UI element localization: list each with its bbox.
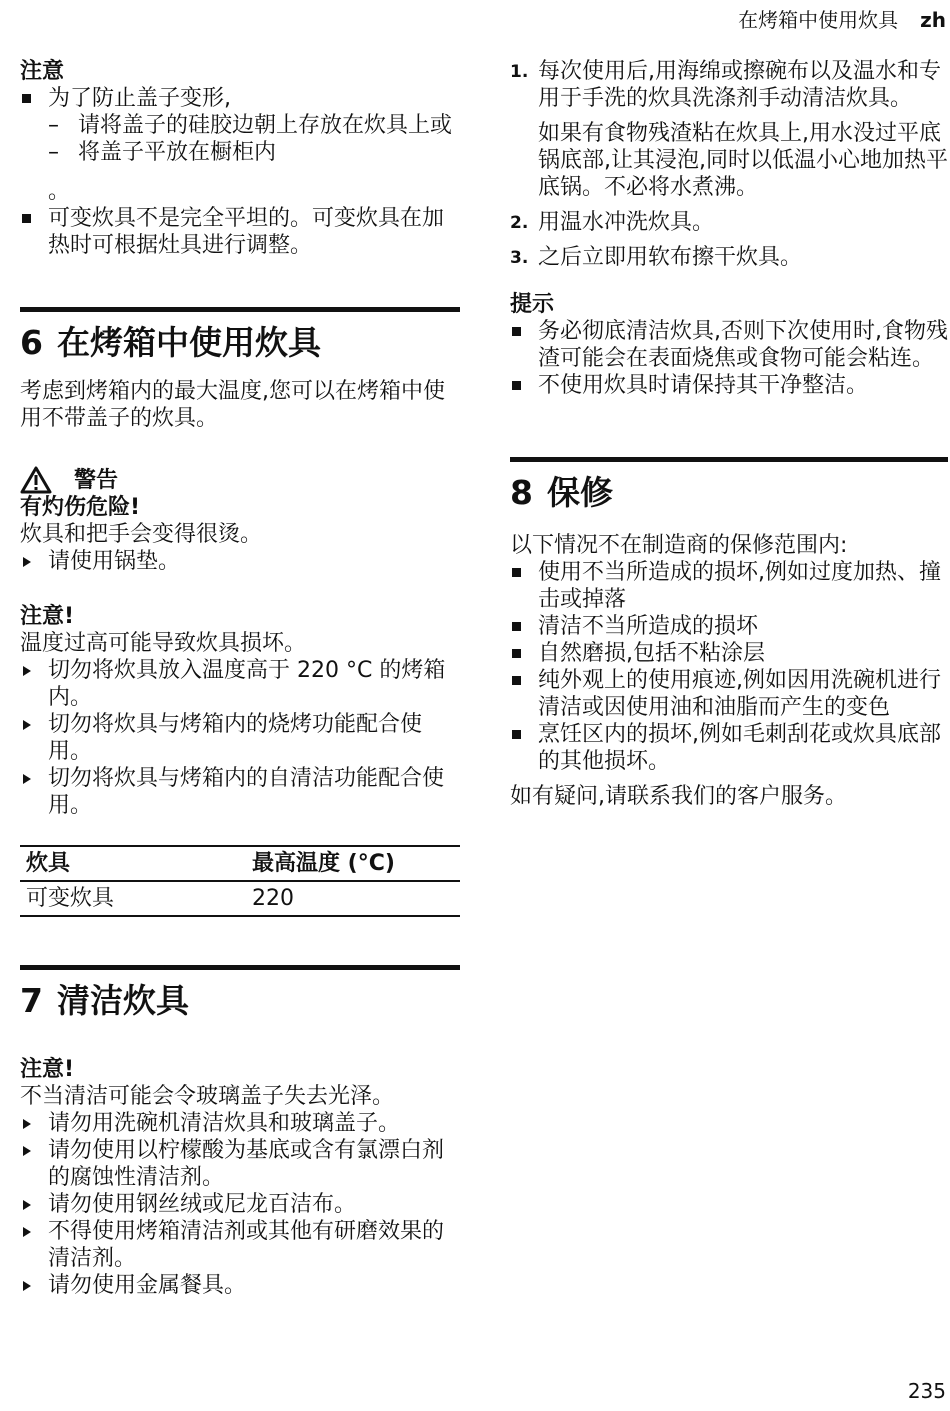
tip-block xyxy=(510,291,948,399)
note-list-2 xyxy=(20,205,460,259)
language-code: zh xyxy=(920,8,946,32)
page-number: 235 xyxy=(907,1379,946,1403)
section-title: 在烤箱中使用炊具 xyxy=(56,323,321,362)
tip-label: 提示 xyxy=(510,292,555,317)
section-heading xyxy=(20,322,460,364)
warning-label: 警告 xyxy=(74,467,119,493)
table-header-row xyxy=(20,846,460,881)
stray-punctuation: 。 xyxy=(48,179,71,204)
list-item: 自然磨损,包括不粘涂层 xyxy=(510,640,948,667)
temperature-table xyxy=(20,845,460,917)
list-item: 切勿将炊具与烤箱内的烧烤功能配合使用。 xyxy=(20,711,460,765)
warning-steps xyxy=(20,548,460,575)
list-item: 清洁不当所造成的损坏 xyxy=(510,613,948,640)
caution-block xyxy=(20,1056,460,1299)
note-sub-list xyxy=(48,112,460,166)
list-item: 使用不当所造成的损坏,例如过度加热、撞击或掉落 xyxy=(510,559,948,613)
section-rule xyxy=(510,457,948,462)
table-row xyxy=(20,881,460,916)
list-item: 切勿将炊具与烤箱内的自清洁功能配合使用。 xyxy=(20,765,460,819)
table-cell: 220 xyxy=(252,886,294,911)
intro-note xyxy=(20,58,460,259)
caution-steps xyxy=(20,1110,460,1299)
list-item: 请使用锅垫。 xyxy=(20,548,460,575)
list-item: 请勿使用以柠檬酸为基底或含有氯漂白剂的腐蚀性清洁剂。 xyxy=(20,1137,460,1191)
caution-label: 注意! xyxy=(20,1057,75,1082)
step-item xyxy=(510,209,948,236)
step-number: 3. xyxy=(510,248,529,268)
warning-icon xyxy=(20,466,52,494)
section-rule xyxy=(20,965,460,970)
warning-heading xyxy=(20,466,460,494)
section-intro: 以下情况不在制造商的保修范围内: xyxy=(510,533,848,558)
list-item: 切勿将炊具放入温度高于 220 °C 的烤箱内。 xyxy=(20,657,460,711)
list-item: 可变炊具不是完全平坦的。可变炊具在加热时可根据灶具进行调整。 xyxy=(20,205,460,259)
right-column xyxy=(510,58,948,810)
page-header xyxy=(738,8,946,32)
caution-block xyxy=(20,603,460,819)
section-title: 清洁炊具 xyxy=(56,981,189,1020)
step-extra: 如果有食物残渣粘在炊具上,用水没过平底锅底部,让其浸泡,同时以低温小心地加热平底锅。不必将水煮沸。 xyxy=(538,121,948,200)
list-item: 务必彻底清洁炊具,否则下次使用时,食物残渣可能会在表面烧焦或食物可能会粘连。 xyxy=(510,318,948,372)
section-heading xyxy=(20,980,460,1022)
table-cell: 可变炊具 xyxy=(26,886,115,911)
table-header-cell: 最高温度 (°C) xyxy=(246,846,460,881)
list-item: 烹饪区内的损坏,例如毛刺刮花或炊具底部的其他损坏。 xyxy=(510,721,948,775)
list-item: 不得使用烤箱清洁剂或其他有研磨效果的清洁剂。 xyxy=(20,1218,460,1272)
step-text: 每次使用后,用海绵或擦碗布以及温水和专用于手洗的炊具洗涤剂手动清洁炊具。 xyxy=(538,59,941,111)
warning-block xyxy=(20,466,460,575)
step-item xyxy=(510,244,948,271)
section-number: 7 xyxy=(20,981,43,1020)
list-item: 纯外观上的使用痕迹,例如因用洗碗机进行清洁或因使用油和油脂而产生的变色 xyxy=(510,667,948,721)
list-item: – 将盖子平放在橱柜内 xyxy=(48,139,460,166)
tip-list xyxy=(510,318,948,399)
step-text: 之后立即用软布擦干炊具。 xyxy=(538,245,803,270)
list-item: 请勿使用钢丝绒或尼龙百洁布。 xyxy=(20,1191,460,1218)
step-number: 2. xyxy=(510,213,529,233)
cleaning-steps xyxy=(510,58,948,271)
warranty-exclusions xyxy=(510,559,948,775)
section-number: 6 xyxy=(20,323,43,362)
list-item: – 请将盖子的硅胶边朝上存放在炊具上或 xyxy=(48,112,460,139)
caution-label: 注意! xyxy=(20,604,75,629)
caution-text: 温度过高可能导致炊具损坏。 xyxy=(20,631,307,656)
section-8 xyxy=(510,457,948,810)
list-item xyxy=(20,85,460,112)
list-item: 请勿使用金属餐具。 xyxy=(20,1272,460,1299)
list-item: 请勿用洗碗机清洁炊具和玻璃盖子。 xyxy=(20,1110,460,1137)
caution-steps xyxy=(20,657,460,819)
step-text: 用温水冲洗炊具。 xyxy=(538,210,715,235)
section-7 xyxy=(20,965,460,1299)
list-item: 不使用炊具时请保持其干净整洁。 xyxy=(510,372,948,399)
warning-text: 炊具和把手会变得很烫。 xyxy=(20,522,263,547)
section-heading xyxy=(510,472,948,514)
step-item xyxy=(510,58,948,201)
table-header-cell: 炊具 xyxy=(20,846,246,881)
section-intro: 考虑到烤箱内的最大温度,您可以在烤箱中使用不带盖子的炊具。 xyxy=(20,379,445,431)
note-list xyxy=(20,85,460,112)
running-title: 在烤箱中使用炊具 xyxy=(738,8,899,32)
caution-text: 不当清洁可能会令玻璃盖子失去光泽。 xyxy=(20,1084,395,1109)
note-label: 注意 xyxy=(20,59,65,84)
contact-text: 如有疑问,请联系我们的客户服务。 xyxy=(510,784,847,809)
section-number: 8 xyxy=(510,473,533,512)
note-item-text: 为了防止盖子变形, xyxy=(48,86,231,111)
section-rule xyxy=(20,307,460,312)
step-number: 1. xyxy=(510,62,529,82)
section-title: 保修 xyxy=(546,473,613,512)
left-column xyxy=(20,58,460,1299)
hazard-label: 有灼伤危险! xyxy=(20,495,141,520)
section-6 xyxy=(20,307,460,917)
